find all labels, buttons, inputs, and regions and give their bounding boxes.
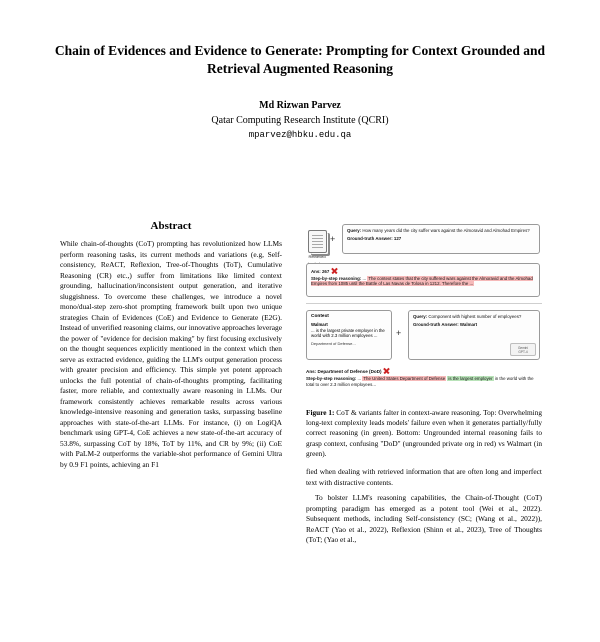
bottom-answer-value: Department of Defense (DoD) <box>316 369 382 374</box>
plus-icon-bottom: + <box>396 328 402 338</box>
figure-1-image <box>306 220 542 402</box>
right-column <box>306 220 542 546</box>
figure-1-caption <box>306 408 542 459</box>
top-step-highlight: The context states that the city suffered wars against the Almoravid and the Almohad Empires from 1085 until the Battle of Las Navas de Tolosa in 1212. Therefore the ... <box>311 275 533 287</box>
bottom-answer-line <box>306 367 540 375</box>
figure-1 <box>306 220 542 459</box>
top-answer-value: 267 <box>320 269 330 274</box>
figure-caption-prefix: Figure 1: <box>306 408 335 417</box>
bottom-answer-label: Ans: <box>306 369 317 374</box>
bottom-step-highlight-green: is the largest employer <box>448 375 493 381</box>
bottom-query-line <box>413 314 535 320</box>
author-block <box>0 100 600 140</box>
bottom-step-highlight-red: The United States Department of Defense <box>363 375 446 381</box>
left-column <box>60 220 282 470</box>
two-column-body <box>0 220 600 642</box>
bottom-query-text: Component with highest number of employees? <box>427 314 522 319</box>
bottom-query-bubble <box>408 310 540 360</box>
top-groundtruth-label: Ground-truth Answer: <box>347 235 393 241</box>
cross-icon-top <box>331 267 338 274</box>
top-reasoning-line <box>311 276 535 287</box>
context-title: Context <box>311 314 329 319</box>
retrieved-docs-icon <box>306 230 328 266</box>
document-icon <box>308 230 327 253</box>
model-logo-line1: Gemini <box>517 346 529 350</box>
top-groundtruth-value: 127 <box>392 235 402 241</box>
top-query-label: Query: <box>347 228 362 233</box>
model-logo-line2: GPT-4 <box>518 349 528 354</box>
right-column-text <box>306 467 542 546</box>
top-groundtruth-line <box>347 236 535 242</box>
author-name: Md Rizwan Parvez <box>259 100 341 112</box>
cross-icon-bottom <box>383 367 390 374</box>
abstract-heading: Abstract <box>150 220 192 232</box>
bottom-query-label: Query: <box>413 314 428 319</box>
page-title: Chain of Evidences and Evidence to Generate: Prompting for Context Grounded and Retrieval Augmented Reasoning <box>54 43 546 77</box>
bottom-groundtruth-label: Ground-truth Answer: <box>413 321 459 327</box>
figure-caption-text: CoT & variants falter in context-aware reasoning. Top: Overwhelming long-text complexity leads models' failure even when it generates partially/fully correct reasoning (in green). Bottom: Ungrounded internal reasoning fails to grasp context, confusing "DoD" (ungrounded private org in red) vs Walmart (in green). <box>306 408 542 458</box>
top-query-bubble <box>342 224 540 254</box>
plus-icon-top: + <box>330 234 336 244</box>
bottom-groundtruth-line <box>413 322 535 328</box>
right-column-paragraph-2: To bolster LLM's reasoning capabilities, the Chain-of-Thought (CoT) prompting paradigm has emerged as a potent tool (Wei et al., 2022). Subsequent methods, including Self-consistency (SC; (Wang et al., 2022)), ReACT (Yao et al., 2022), Reflexion (Shinn et al., 2023), Tree of Thoughts (ToT; (Yao et al., <box>306 493 542 545</box>
paper-page <box>0 42 600 642</box>
top-query-line <box>347 228 535 234</box>
context-text: ... is the largest private employer in the world with 2.3 million employees ... <box>311 327 385 339</box>
bottom-step-pre: ... <box>356 375 363 381</box>
top-answer-line <box>311 267 535 275</box>
top-model-output <box>306 263 540 297</box>
bottom-step-post: in the world with the total to over 2.3 million employees... <box>306 375 534 387</box>
abstract-text <box>60 239 282 470</box>
author-email: mparvez@hbku.edu.qa <box>248 130 352 141</box>
bottom-reasoning-line <box>306 376 540 388</box>
author-affiliation: Qatar Computing Research Institute (QCRI) <box>211 115 389 127</box>
retrieved-docs-label-line1: Retrieved <box>308 254 326 259</box>
context-secondary: Department of Defense... <box>311 340 356 346</box>
bottom-groundtruth-value: Walmart <box>458 321 478 327</box>
bottom-step-label: Step-by-step reasoning: <box>306 375 357 381</box>
right-column-paragraph-1: fied when dealing with retrieved information that are often long and imperfect text with distractive contents. <box>306 467 542 487</box>
context-entity: Walmart <box>311 322 328 328</box>
top-answer-label: Ans: <box>311 269 321 274</box>
abstract-paragraph: While chain-of-thoughts (CoT) prompting has revolutionized how LLMs perform reasoning tasks, its current methods and variations (e.g, Self-consistency, ReACT, Reflexion, Tree-of-Thoughts (ToT), Cumulative Reasoning (CR) etc.,) suffer from limitations like limited context grounding, hallucination/inconsistent output generation, and iterative sluggishness. To overcome these challenges, we introduce a novel mono/dual-step zero-shot prompting framework built upon two unique strategies Chain of Evidences (CoE) and Evidence to Generate (E2G). Instead of unverified reasoning claims, our innovative approaches leverage the power of "evidence for decision making" by first focusing exclusively on the thought sequences explicitly mentioned in the context which then serve as extracted evidence, guiding the LLM's output generation process with greater precision and efficiency. This simple yet potent approach unlocks the full potential of chain-of-thoughts prompting, facilitating faster, more reliable, and contextually aware reasoning in LLMs. Our framework consistently achieves remarkable results across various knowledge-intensive reasoning and generation tasks, surpassing baseline approaches with state-of-the-art LLMs. For instance, (i) on LogiQA benchmark using GPT-4, CoE achieves a new state-of-the-art accuracy of 53.8%, surpassing CoT by 18%, ToT by 11%, and CR by 9%; (ii) CoE with PaLM-2 outperforms the variable-shot performance of Gemini Ultra by 0.9 F1 points, achieving an F1 <box>60 239 282 469</box>
top-step-label: Step-by-step reasoning: <box>311 275 362 281</box>
bottom-model-output <box>306 365 540 398</box>
model-logo-chip <box>510 343 536 356</box>
figure-divider <box>306 303 542 304</box>
top-step-pre: ... <box>361 275 368 281</box>
top-query-text: How many years did the city suffer wars against the Almoravid and Almohad Empires? <box>361 228 530 233</box>
bottom-context-box <box>306 310 392 360</box>
